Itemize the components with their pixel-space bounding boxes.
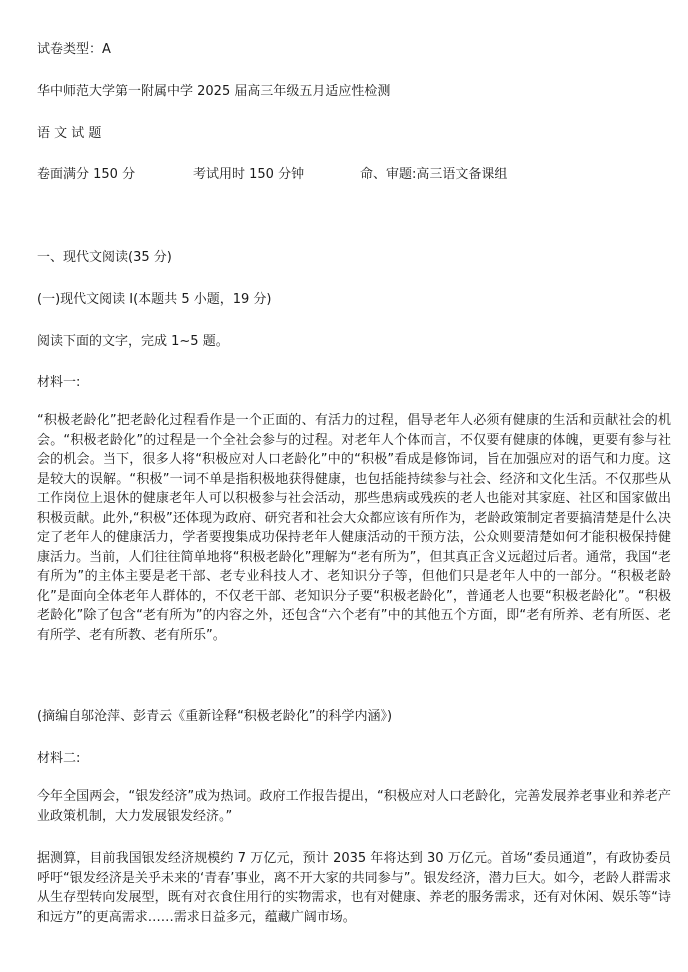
material2-label: 材料二: (37, 751, 81, 766)
exam-authors: 命、审题:高三语文备课组 (360, 167, 508, 182)
exam-duration: 考试用时 150 分钟 (193, 167, 305, 182)
section-title: 一、现代文阅读(35 分) (37, 250, 172, 265)
reading-instruction: 阅读下面的文字，完成 1~5 题。 (37, 334, 229, 349)
school-title: 华中师范大学第一附属中学 2025 届高三年级五月适应性检测 (37, 84, 391, 99)
material1-source: (摘编自邬沧萍、彭青云《重新诠释“积极老龄化”的科学内涵》) (37, 709, 393, 724)
material1-label: 材料一: (37, 375, 81, 390)
subsection-title: (一)现代文阅读 I(本题共 5 小题，19 分) (37, 292, 272, 307)
material2-paragraph-1: 今年全国两会，“银发经济”成为热词。政府工作报告提出，“积极应对人口老龄化，完善发展养老事业和养老产业政策机制，大力发展银发经济。” (37, 789, 671, 824)
material1-text: “积极老龄化”把老龄化过程看作是一个正面的、有活力的过程，倡导老年人必须有健康的生活和贡献社会的机会。“积极老龄化”的过程是一个全社会参与的过程。对老年人个体而言，不仅要有健康的体魄，更要有参与社会的机会。当下，很多人将“积极应对人口老龄化”中的“积极”看成是修饰词，旨在加强应对的语气和力度。这是较大的误解。“积极”一词不单是指积极地获得健康，也包括能持续参与社会、经济和文化生活。不仅那些从工作岗位上退休的健康老年人可以积极参与社会活动，那些患病或残疾的老人也能对其家庭、社区和国家做出积极贡献。此外,“积极”还体现为政府、研究者和社会大众都应该有所作为，老龄政策制定者要搞清楚是什么决定了老年人的健康活力，学者要搜集成功保持老年人健康活动的干预方法，公众则要清楚如何才能积极保持健康活力。当前，人们往往简单地将“积极老龄化”理解为“老有所为”，但其真正含义远超过后者。通常，我国“老有所为”的主体主要是老干部、老专业科技人才、老知识分子等，但他们只是老年人中的一部分。“积极老龄化”是面向全体老年人群体的，不仅老干部、老知识分子要“积极老龄化”，普通老人也要“积极老龄化”。“积极老龄化”除了包含“老有所为”的内容之外，还包含“六个老有”中的其他五个方面，即“老有所养、老有所医、老有所学、老有所教、老有所乐”。 (37, 413, 671, 643)
subject-title: 语 文 试 题 (37, 126, 102, 141)
paper-type: 试卷类型：A (37, 42, 111, 57)
full-score: 卷面满分 150 分 (37, 167, 136, 182)
material2-paragraph-2: 据测算，目前我国银发经济规模约 7 万亿元，预计 2035 年将达到 30 万亿元。首场“委员通道”，有政协委员呼吁“银发经济是关乎未来的‘青春’事业，离不开大家的共同参与”。银发经济，潜力巨大。如今，老龄人群需求从生存型转向发展型，既有对衣食住用行的实物需求，也有对健康、养老的服务需求，还有对休闲、娱乐等“诗和远方”的更高需求……需求日益多元，蕴藏广阔市场。 (37, 851, 671, 925)
